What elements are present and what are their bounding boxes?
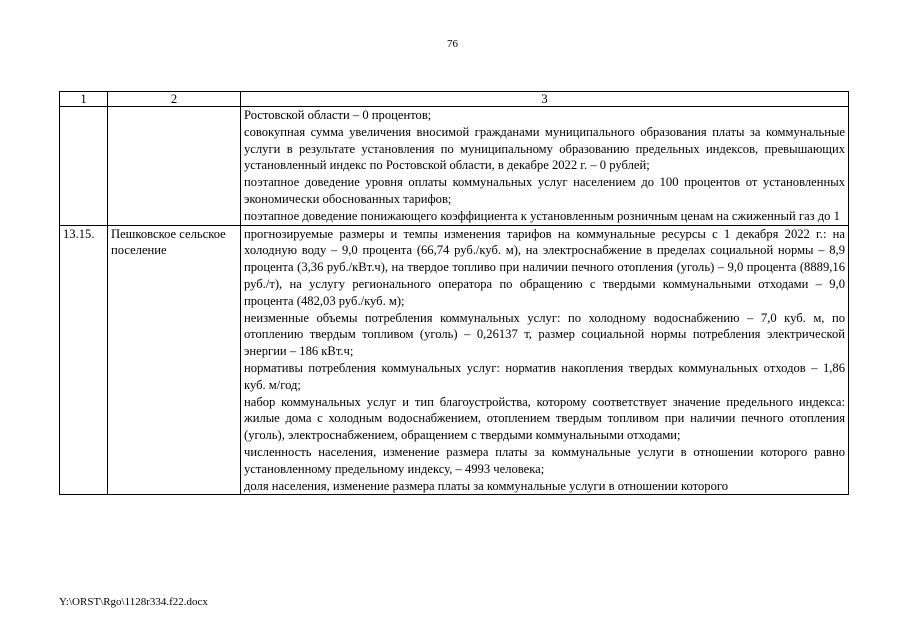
paragraph: численность населения, изменение размера платы за коммунальные услуги в отношении которого равно установленному предельному индексу, – 4993 человека; (244, 444, 845, 476)
paragraph: доля населения, изменение размера платы за коммунальные услуги в отношении которого (244, 478, 729, 493)
paragraph: поэтапное доведение уровня оплаты коммунальных услуг населением до 100 процентов от установленных экономически обоснованных тарифов; (244, 175, 845, 206)
paragraph: неизменные объемы потребления коммунальных услуг: по холодному водоснабжению – 7,0 куб. м, по отоплению твердым топливом (уголь) – 0,26137 т, размер социальной нормы потребления электрической энергии – 186 кВт.ч; (244, 310, 845, 359)
table-row (60, 225, 849, 495)
table-row (60, 107, 849, 226)
paragraph: набор коммунальных услуг и тип благоустройства, которому соответствует значение предельного индекса: жилые дома с холодным водоснабжением, отоплением твердым топливом при наличии печного отопления (уголь), электроснабжением, обращением с твердыми коммунальными отходами; (244, 394, 845, 443)
table-header-row (60, 92, 849, 107)
header-col-2: 2 (108, 92, 241, 107)
paragraph: поэтапное доведение понижающего коэффициента к установленным розничным ценам на сжиженный газ до 1 (244, 208, 840, 223)
paragraph: нормативы потребления коммунальных услуг: норматив накопления твердых коммунальных отходов – 1,86 куб. м/год; (244, 360, 845, 392)
page-number: 76 (447, 38, 458, 50)
paragraph: Ростовской области – 0 процентов; (244, 108, 432, 122)
row-content-cell (241, 225, 849, 495)
document-table (59, 91, 849, 495)
paragraph: прогнозируемые размеры и темпы изменения тарифов на коммунальные ресурсы с 1 декабря 2022 г.: на холодную воду – 9,0 процента (66,74 руб./куб. м), на электроснабжение в пределах социальной нормы – 8,9 процента (3,36 руб./кВт.ч), на твердое топливо при наличии печного отопления (уголь) – 9,0 процента (8889,16 руб./т), на услугу регионального оператора по обращению с твердыми коммунальными отходами – 9,0 процента (482,03 руб./куб. м); (244, 226, 845, 308)
row-content-cell (241, 107, 849, 226)
row-number-cell: 13.15. (60, 225, 108, 495)
file-path-footer: Y:\ORST\Rgo\1128r334.f22.docx (59, 596, 208, 608)
paragraph: совокупная сумма увеличения вносимой гражданами муниципального образования платы за коммунальные услуги в результате установления по муниципальному образованию предельных индексов, превышающих установленный индекс по Ростовской области, в декабре 2022 г. – 0 рублей; (244, 124, 845, 173)
row-number-cell (60, 107, 108, 226)
row-name-cell: Пешковское сельское поселение (108, 225, 241, 495)
header-col-3: 3 (241, 92, 849, 107)
header-col-1: 1 (60, 92, 108, 107)
row-name-cell (108, 107, 241, 226)
